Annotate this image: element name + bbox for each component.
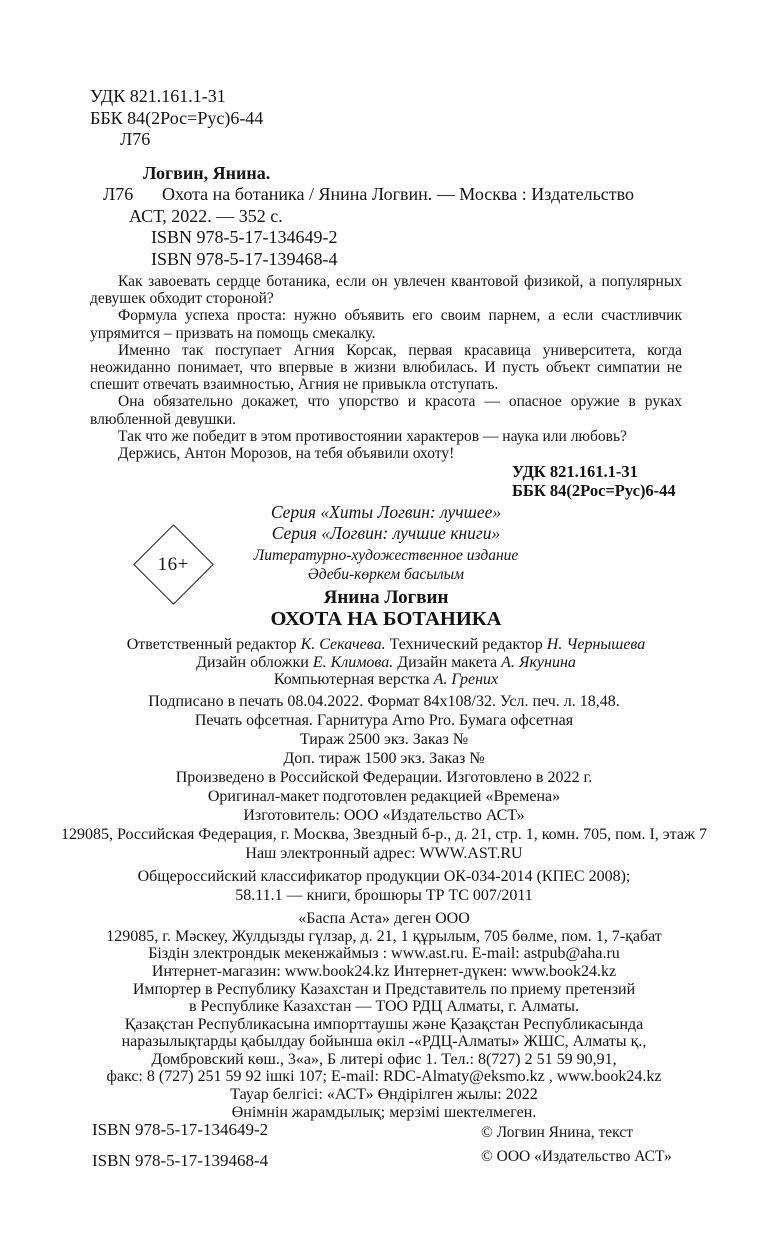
credits-role: Технический редактор bbox=[385, 636, 547, 654]
credits-role: Дизайн макета bbox=[393, 653, 502, 671]
annotation-paragraph: Именно так поступает Агния Корсак, первая красавица университета, когда неожиданно понимает, что впервые в жизни влюбилась. И пусть объект симпатии не спешит отвечать взаимностью, Агния не привыкла отступать. bbox=[90, 341, 682, 394]
imprint-line: Произведено в Российской Федерации. Изготовлено в 2022 г. bbox=[175, 769, 593, 787]
classifier-line: Общероссийский классификатор продукции ОК-034-2014 (КПЕС 2008); bbox=[137, 868, 631, 886]
catalog-card bbox=[103, 163, 682, 271]
age-rating-label: 16+ bbox=[157, 553, 190, 575]
kazakh-line: Импортер в Республику Казахстан и Представитель по приему претензий bbox=[132, 980, 636, 998]
copyright-publisher: © ООО «Издательство АСТ» bbox=[481, 1147, 672, 1165]
series-line-1: Серия «Хиты Логвин: лучшее» bbox=[270, 502, 502, 523]
credits-name: Н. Чернышева bbox=[546, 636, 646, 654]
imprint-line: 129085, Российская Федерация, г. Москва, Звездный б-р., д. 21, стр. 1, комн. 705, пом. I, этаж 7 bbox=[61, 826, 707, 844]
credits-name: А. Якунина bbox=[501, 653, 576, 671]
author-sign-code: Л76 bbox=[120, 129, 151, 149]
book-title: ОХОТА НА БОТАНИКА bbox=[270, 608, 502, 631]
credits-block bbox=[90, 636, 682, 688]
annotation-paragraph: Формула успеха проста: нужно объявить его своим парнем, а если счастливчик упрямится – призвать на помощь смекалку. bbox=[90, 307, 682, 342]
mid-classification-codes bbox=[90, 462, 682, 500]
card-title-line2: АСТ, 2022. — 352 с. bbox=[129, 205, 283, 226]
classifier-line: 58.11.1 — книги, брошюры ТР ТС 007/2011 bbox=[235, 887, 533, 905]
kazakh-line: в Республике Казахстан — ТОО РДЦ Алматы, г. Алматы. bbox=[189, 998, 579, 1016]
card-isbn-1: ISBN 978-5-17-134649-2 bbox=[151, 227, 338, 247]
credits-role: Дизайн обложки bbox=[196, 653, 313, 671]
credits-line-layout bbox=[90, 671, 682, 688]
footer-isbn-block bbox=[92, 1114, 268, 1176]
credits-role: Компьютерная верстка bbox=[273, 670, 434, 688]
card-isbn-2: ISBN 978-5-17-139468-4 bbox=[151, 248, 338, 269]
kazakh-line: Қазақстан Республикасына импорттаушы және Қазақстан Республикасында bbox=[124, 1015, 644, 1033]
edition-type-ru: Литературно-художественное издание bbox=[253, 547, 519, 565]
footer-isbn-2: ISBN 978-5-17-139468-4 bbox=[92, 1151, 269, 1170]
edition-type-kz: Әдеби-көркем басылым bbox=[307, 566, 465, 584]
bbk-code: ББК 84(2Рос=Рус)6-44 bbox=[90, 107, 264, 128]
kazakh-line: Домбровский көш., 3«а», Б литері офис 1. Тел.: 8(727) 2 51 59 90,91, bbox=[151, 1050, 617, 1068]
kazakh-line: 129085, г. Мәскеу, Жулдызды гүлзар, д. 21, 1 құрылым, 705 бөлме, пом. 1, 7-қабат bbox=[106, 927, 662, 945]
credits-role: Ответственный редактор bbox=[126, 636, 301, 654]
imprint-line: Тираж 2500 экз. Заказ № bbox=[299, 731, 469, 749]
kazakh-imprint-block bbox=[30, 910, 738, 1121]
credits-name: А. Грених bbox=[433, 670, 499, 688]
udk-code-bold: УДК 821.161.1-31 bbox=[512, 462, 638, 482]
card-title-row bbox=[103, 184, 682, 206]
kazakh-line: Интернет-магазин: www.book24.kz Интернет-дүкен: www.book24.kz bbox=[151, 962, 617, 980]
imprint-line: Печать офсетная. Гарнитура Arno Pro. Бумага офсетная bbox=[194, 712, 574, 730]
imprint-block bbox=[30, 692, 738, 863]
credits-name: К. Секачева. bbox=[300, 636, 386, 654]
classifier-block bbox=[30, 867, 738, 905]
credits-name: Е. Климова. bbox=[312, 653, 394, 671]
card-title-line1: Охота на ботаника / Янина Логвин. — Москва : Издательство bbox=[162, 184, 635, 204]
credits-line-design bbox=[90, 654, 682, 671]
card-author-sign: Л76 bbox=[103, 184, 134, 204]
kazakh-line: «Баспа Аста» деген ООО bbox=[298, 910, 470, 928]
series-line-2: Серия «Логвин: лучшие книги» bbox=[271, 523, 501, 544]
copyright-author: © Логвин Янина, текст bbox=[481, 1124, 633, 1141]
imprint-line: Наш электронный адрес: WWW.AST.RU bbox=[245, 845, 523, 863]
imprint-line: Оригинал-макет подготовлен редакцией «Времена» bbox=[207, 788, 561, 806]
bbk-code-bold: ББК 84(2Рос=Рус)6-44 bbox=[512, 481, 676, 501]
imprint-line: Изготовитель: ООО «Издательство АСТ» bbox=[243, 807, 525, 825]
top-classification-codes bbox=[90, 86, 682, 151]
kazakh-line: наразылықтарды қабылдау бойынша өкіл -«РДЦ-Алматы» ЖШС, Алматы қ., bbox=[121, 1033, 647, 1051]
annotation-paragraph: Так что же победит в этом противостоянии характеров — наука или любовь? bbox=[118, 427, 627, 445]
book-author: Янина Логвин bbox=[323, 587, 449, 609]
footer-isbn-1: ISBN 978-5-17-134649-2 bbox=[92, 1120, 269, 1139]
kazakh-line: Өнімнін жарамдылық; мерзімі шектелмеген. bbox=[231, 1103, 537, 1121]
page-footer bbox=[0, 1114, 768, 1204]
imprint-line: Подписано в печать 08.04.2022. Формат 84х108/32. Усл. печ. л. 18,48. bbox=[148, 693, 620, 711]
card-author: Логвин, Янина. bbox=[143, 162, 271, 183]
udk-code: УДК 821.161.1-31 bbox=[90, 86, 226, 106]
kazakh-line: факс: 8 (727) 251 59 92 ішкі 107; E-mail: RDC-Almaty@eksmo.kz , www.book24.kz bbox=[106, 1068, 662, 1086]
footer-copyright-block bbox=[481, 1121, 672, 1168]
imprint-line: Доп. тираж 1500 экз. Заказ № bbox=[283, 750, 485, 768]
annotation-paragraph: Держись, Антон Морозов, на тебя объявили охоту! bbox=[118, 445, 455, 463]
kazakh-line: Біздін злектрондык мекенжаймыз : www.ast.ru. E-mail: astpub@aha.ru bbox=[148, 945, 620, 963]
annotation-paragraph: Как завоевать сердце ботаника, если он увлечен квантовой физикой, а популярных девушек обходит стороной? bbox=[90, 273, 682, 308]
annotation-paragraph: Она обязательно докажет, что упорство и красота — опасное оружие в руках влюбленной девушки. bbox=[90, 393, 682, 428]
annotation bbox=[90, 273, 682, 462]
credits-line-editors bbox=[90, 636, 682, 653]
kazakh-line: Тауар белгісі: «АСТ» Өндірілген жылы: 2022 bbox=[230, 1086, 538, 1104]
